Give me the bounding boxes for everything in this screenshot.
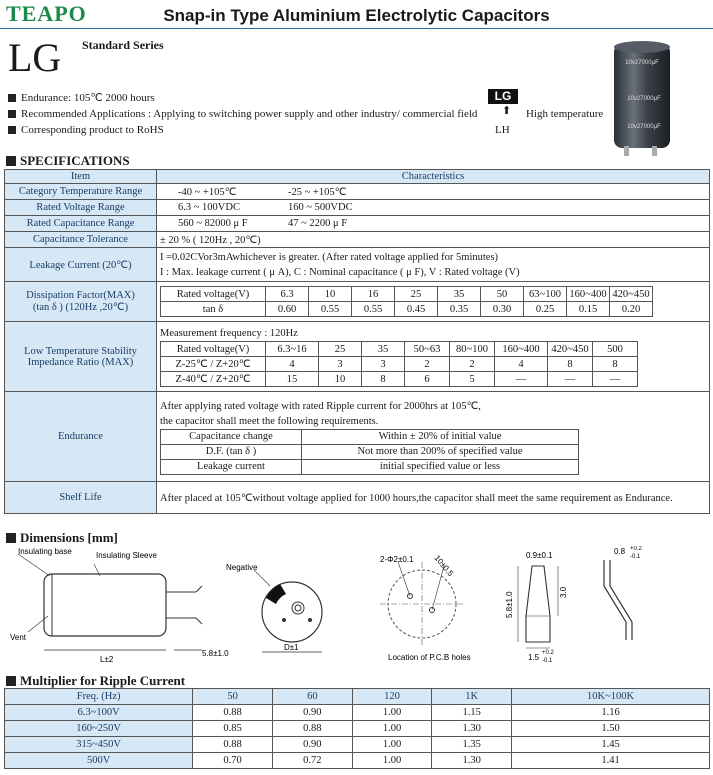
table-cell: 0.88 — [193, 705, 273, 721]
table-cell: 1.00 — [352, 705, 432, 721]
table-cell: Z-25℃ / Z+20℃ — [161, 357, 266, 372]
spec-label: (tan δ ) (120Hz ,20℃) — [32, 302, 129, 313]
dimensions-heading: Dimensions [mm] — [6, 530, 118, 546]
table-cell: 160~250V — [5, 721, 193, 737]
table-cell: 0.60 — [266, 302, 309, 317]
multiplier-table — [4, 688, 710, 769]
table-cell: 1.35 — [432, 737, 512, 753]
table-cell: 3 — [362, 357, 405, 372]
series-name: Standard Series — [82, 38, 164, 52]
table-cell: Freq. (Hz) — [5, 689, 193, 705]
table-cell: 0.55 — [352, 302, 395, 317]
table-cell: 1.41 — [512, 753, 710, 769]
table-cell: 1.30 — [432, 721, 512, 737]
table-cell: 60 — [272, 689, 352, 705]
table-cell: 0.85 — [193, 721, 273, 737]
table-cell: 1.45 — [512, 737, 710, 753]
endurance-text-1: After applying rated voltage with rated Ripple current for 2000hrs at 105℃, — [160, 400, 481, 412]
table-cell: 6.3 — [266, 287, 309, 302]
hole-pitch-label: 10±0.5 — [432, 553, 456, 578]
table-cell: 50~63 — [405, 342, 450, 357]
table-cell: 0.90 — [272, 737, 352, 753]
table-cell: 1.00 — [352, 753, 432, 769]
table-cell: D.F. (tan δ ) — [161, 444, 302, 459]
table-cell: 120 — [352, 689, 432, 705]
endurance-text-2: the capacitor shall meet the following requirements. — [160, 415, 379, 427]
specifications-heading: SPECIFICATIONS — [6, 153, 130, 169]
capacitor-photo — [606, 38, 676, 158]
table-cell: 0.70 — [193, 753, 273, 769]
table-cell: 0.25 — [524, 302, 567, 317]
spec-value: 6.3 ~ 100VDC — [178, 202, 240, 213]
low-temperature-table — [160, 341, 638, 387]
table-cell: 8 — [548, 357, 593, 372]
diameter-label: D±1 — [284, 643, 299, 652]
table-row — [161, 342, 638, 357]
table-cell: 1.30 — [432, 753, 512, 769]
table-cell: 500 — [593, 342, 638, 357]
table-cell: Z-40℃ / Z+20℃ — [161, 372, 266, 387]
pin-taper-label: 3.0 — [559, 586, 568, 598]
table-row — [161, 287, 653, 302]
pin-width-label: 1.5 — [528, 653, 540, 662]
feature-applications: Recommended Applications : Applying to switching power supply and other industry/ commercial field — [8, 108, 477, 120]
table-row — [5, 737, 710, 753]
table-cell: 10K~100K — [512, 689, 710, 705]
table-row — [5, 689, 710, 705]
table-cell: 25 — [395, 287, 438, 302]
series-code: LG — [8, 35, 62, 80]
table-cell: 6 — [405, 372, 450, 387]
table-row — [161, 357, 638, 372]
table-cell: Rated voltage(V) — [161, 342, 266, 357]
spec-value: -40 ~ +105℃ — [178, 186, 237, 198]
spec-label: Endurance — [5, 392, 157, 482]
table-cell: 6.3~16 — [266, 342, 319, 357]
spec-value: ± 20 % ( 120Hz , 20℃) — [157, 232, 710, 248]
table-cell: Within ± 20% of initial value — [302, 429, 579, 444]
dissipation-table — [160, 286, 653, 317]
pin-width-tol-dn: -0.1 — [542, 658, 553, 664]
table-cell: tan δ — [161, 302, 266, 317]
bent-terminal-drawing — [604, 560, 632, 640]
table-cell: 10 — [319, 372, 362, 387]
spec-label: Rated Capacitance Range — [5, 216, 157, 232]
table-cell: Leakage current — [161, 459, 302, 474]
side-view-drawing — [18, 554, 202, 650]
photo-label-2: 10v27000μF — [627, 96, 661, 102]
table-cell: — — [548, 372, 593, 387]
table-cell: 0.20 — [610, 302, 653, 317]
top-view-drawing — [254, 570, 322, 652]
table-cell: 6.3~100V — [5, 705, 193, 721]
table-row — [161, 302, 653, 317]
table-cell: initial specified value or less — [302, 459, 579, 474]
table-cell: 1.50 — [512, 721, 710, 737]
spec-col-characteristics: Characteristics — [157, 170, 710, 184]
series-lh: LH — [495, 124, 510, 136]
table-cell: 25 — [319, 342, 362, 357]
thickness-tol-up: +0.2 — [630, 546, 642, 552]
hole-diameter-label: 2-Φ2±0.1 — [380, 555, 414, 564]
feature-endurance: Endurance: 105℃ 2000 hours — [8, 91, 155, 104]
endurance-table — [160, 429, 579, 475]
table-row — [161, 429, 579, 444]
table-cell: — — [495, 372, 548, 387]
thickness-label: 0.8 — [614, 547, 626, 556]
feature-rohs: Corresponding product to RoHS — [8, 124, 164, 136]
shelf-life-value: After placed at 105℃without voltage applied for 1000 hours,the capacitor shall meet the same requirement as Endurance. — [157, 482, 710, 514]
multiplier-heading: Multiplier for Ripple Current — [6, 673, 185, 689]
header-divider — [0, 28, 713, 29]
table-cell: 315~450V — [5, 737, 193, 753]
table-cell: 0.72 — [272, 753, 352, 769]
table-cell: 0.30 — [481, 302, 524, 317]
spec-label: Impedance Ratio (MAX) — [27, 356, 134, 368]
spec-col-item: Item — [5, 170, 157, 184]
table-cell: 4 — [266, 357, 319, 372]
table-cell: 3 — [319, 357, 362, 372]
table-cell: 63~100 — [524, 287, 567, 302]
table-cell: 0.55 — [309, 302, 352, 317]
table-cell: 160~400 — [495, 342, 548, 357]
table-row — [161, 459, 579, 474]
spec-value: 160 ~ 500VDC — [288, 202, 353, 213]
table-cell: 80~100 — [450, 342, 495, 357]
table-cell: 15 — [266, 372, 319, 387]
length-label: L±2 — [100, 655, 114, 664]
spec-value: -25 ~ +105℃ — [288, 186, 347, 198]
spec-label: Category Temperature Range — [5, 184, 157, 200]
table-cell: 8 — [362, 372, 405, 387]
measurement-frequency: Measurement frequency : 120Hz — [160, 328, 298, 339]
high-temperature-label: High temperature — [526, 108, 604, 120]
table-cell: 500V — [5, 753, 193, 769]
table-cell: 0.88 — [272, 721, 352, 737]
spec-value: 560 ~ 82000 μ F — [178, 218, 248, 229]
table-cell: 420~450 — [610, 287, 653, 302]
table-cell: 2 — [450, 357, 495, 372]
table-row — [161, 444, 579, 459]
table-cell: Not more than 200% of specified value — [302, 444, 579, 459]
negative-label: Negative — [226, 563, 258, 572]
vent-label: Vent — [10, 633, 27, 642]
table-row — [161, 372, 638, 387]
spec-label: Low Temperature Stability — [24, 345, 137, 357]
table-cell: 4 — [495, 357, 548, 372]
page-title: Snap-in Type Aluminium Electrolytic Capacitors — [163, 6, 550, 25]
table-row — [5, 721, 710, 737]
table-cell: 1.00 — [352, 721, 432, 737]
insulating-base-label: Insulating base — [18, 547, 72, 556]
thickness-tol-dn: -0.1 — [630, 554, 641, 560]
pin-detail-drawing — [518, 566, 558, 648]
insulating-sleeve-label: Insulating Sleeve — [96, 551, 157, 560]
photo-label-1: 10v27000μF — [625, 60, 659, 66]
pin-tip-label: 0.9±0.1 — [526, 551, 553, 560]
table-cell: 0.88 — [193, 737, 273, 753]
table-cell: 1.16 — [512, 705, 710, 721]
table-cell: 0.90 — [272, 705, 352, 721]
photo-label-3: 10v27000μF — [627, 124, 661, 130]
table-cell: 0.45 — [395, 302, 438, 317]
table-cell: 1.00 — [352, 737, 432, 753]
table-cell: 5 — [450, 372, 495, 387]
up-arrow-icon: ⬆ — [502, 105, 512, 117]
brand-logo: TEAPO — [6, 1, 87, 26]
table-cell: 160~400 — [567, 287, 610, 302]
spec-label: Capacitance Tolerance — [5, 232, 157, 248]
table-cell: 0.35 — [438, 302, 481, 317]
table-cell: 0.15 — [567, 302, 610, 317]
spec-value: 47 ~ 2200 μ F — [288, 218, 348, 229]
table-cell: — — [593, 372, 638, 387]
leakage-legend: I : Max. leakage current ( μ A), C : Nominal capacitance ( μ F), V : Rated voltage (V) — [160, 266, 520, 278]
series-box-lg: LG — [488, 89, 518, 104]
dimension-drawings — [4, 546, 710, 670]
table-cell: 2 — [405, 357, 450, 372]
pcb-holes-caption: Location of P.C.B holes — [388, 653, 471, 662]
table-row — [5, 753, 710, 769]
table-cell: 8 — [593, 357, 638, 372]
table-cell: 1.15 — [432, 705, 512, 721]
leakage-formula: I =0.02CVor3mAwhichever is greater. (After rated voltage applied for 5minutes) — [160, 251, 499, 263]
table-cell: 50 — [193, 689, 273, 705]
specifications-table — [4, 169, 710, 514]
table-cell: 35 — [362, 342, 405, 357]
lead-length-label: 5.8±1.0 — [202, 649, 229, 658]
table-cell: 420~450 — [548, 342, 593, 357]
table-cell: 16 — [352, 287, 395, 302]
table-cell: Rated voltage(V) — [161, 287, 266, 302]
pin-width-tol-up: +0.2 — [542, 650, 554, 656]
spec-label: Shelf Life — [5, 482, 157, 514]
table-cell: Capacitance change — [161, 429, 302, 444]
table-cell: 1K — [432, 689, 512, 705]
table-row — [5, 705, 710, 721]
pin-length-label: 5.8±1.0 — [505, 591, 514, 618]
table-cell: 10 — [309, 287, 352, 302]
table-cell: 50 — [481, 287, 524, 302]
table-cell: 35 — [438, 287, 481, 302]
spec-label: Leakage Current (20℃) — [5, 248, 157, 282]
spec-label: Rated Voltage Range — [5, 200, 157, 216]
spec-label: Dissipation Factor(MAX) — [26, 290, 135, 301]
